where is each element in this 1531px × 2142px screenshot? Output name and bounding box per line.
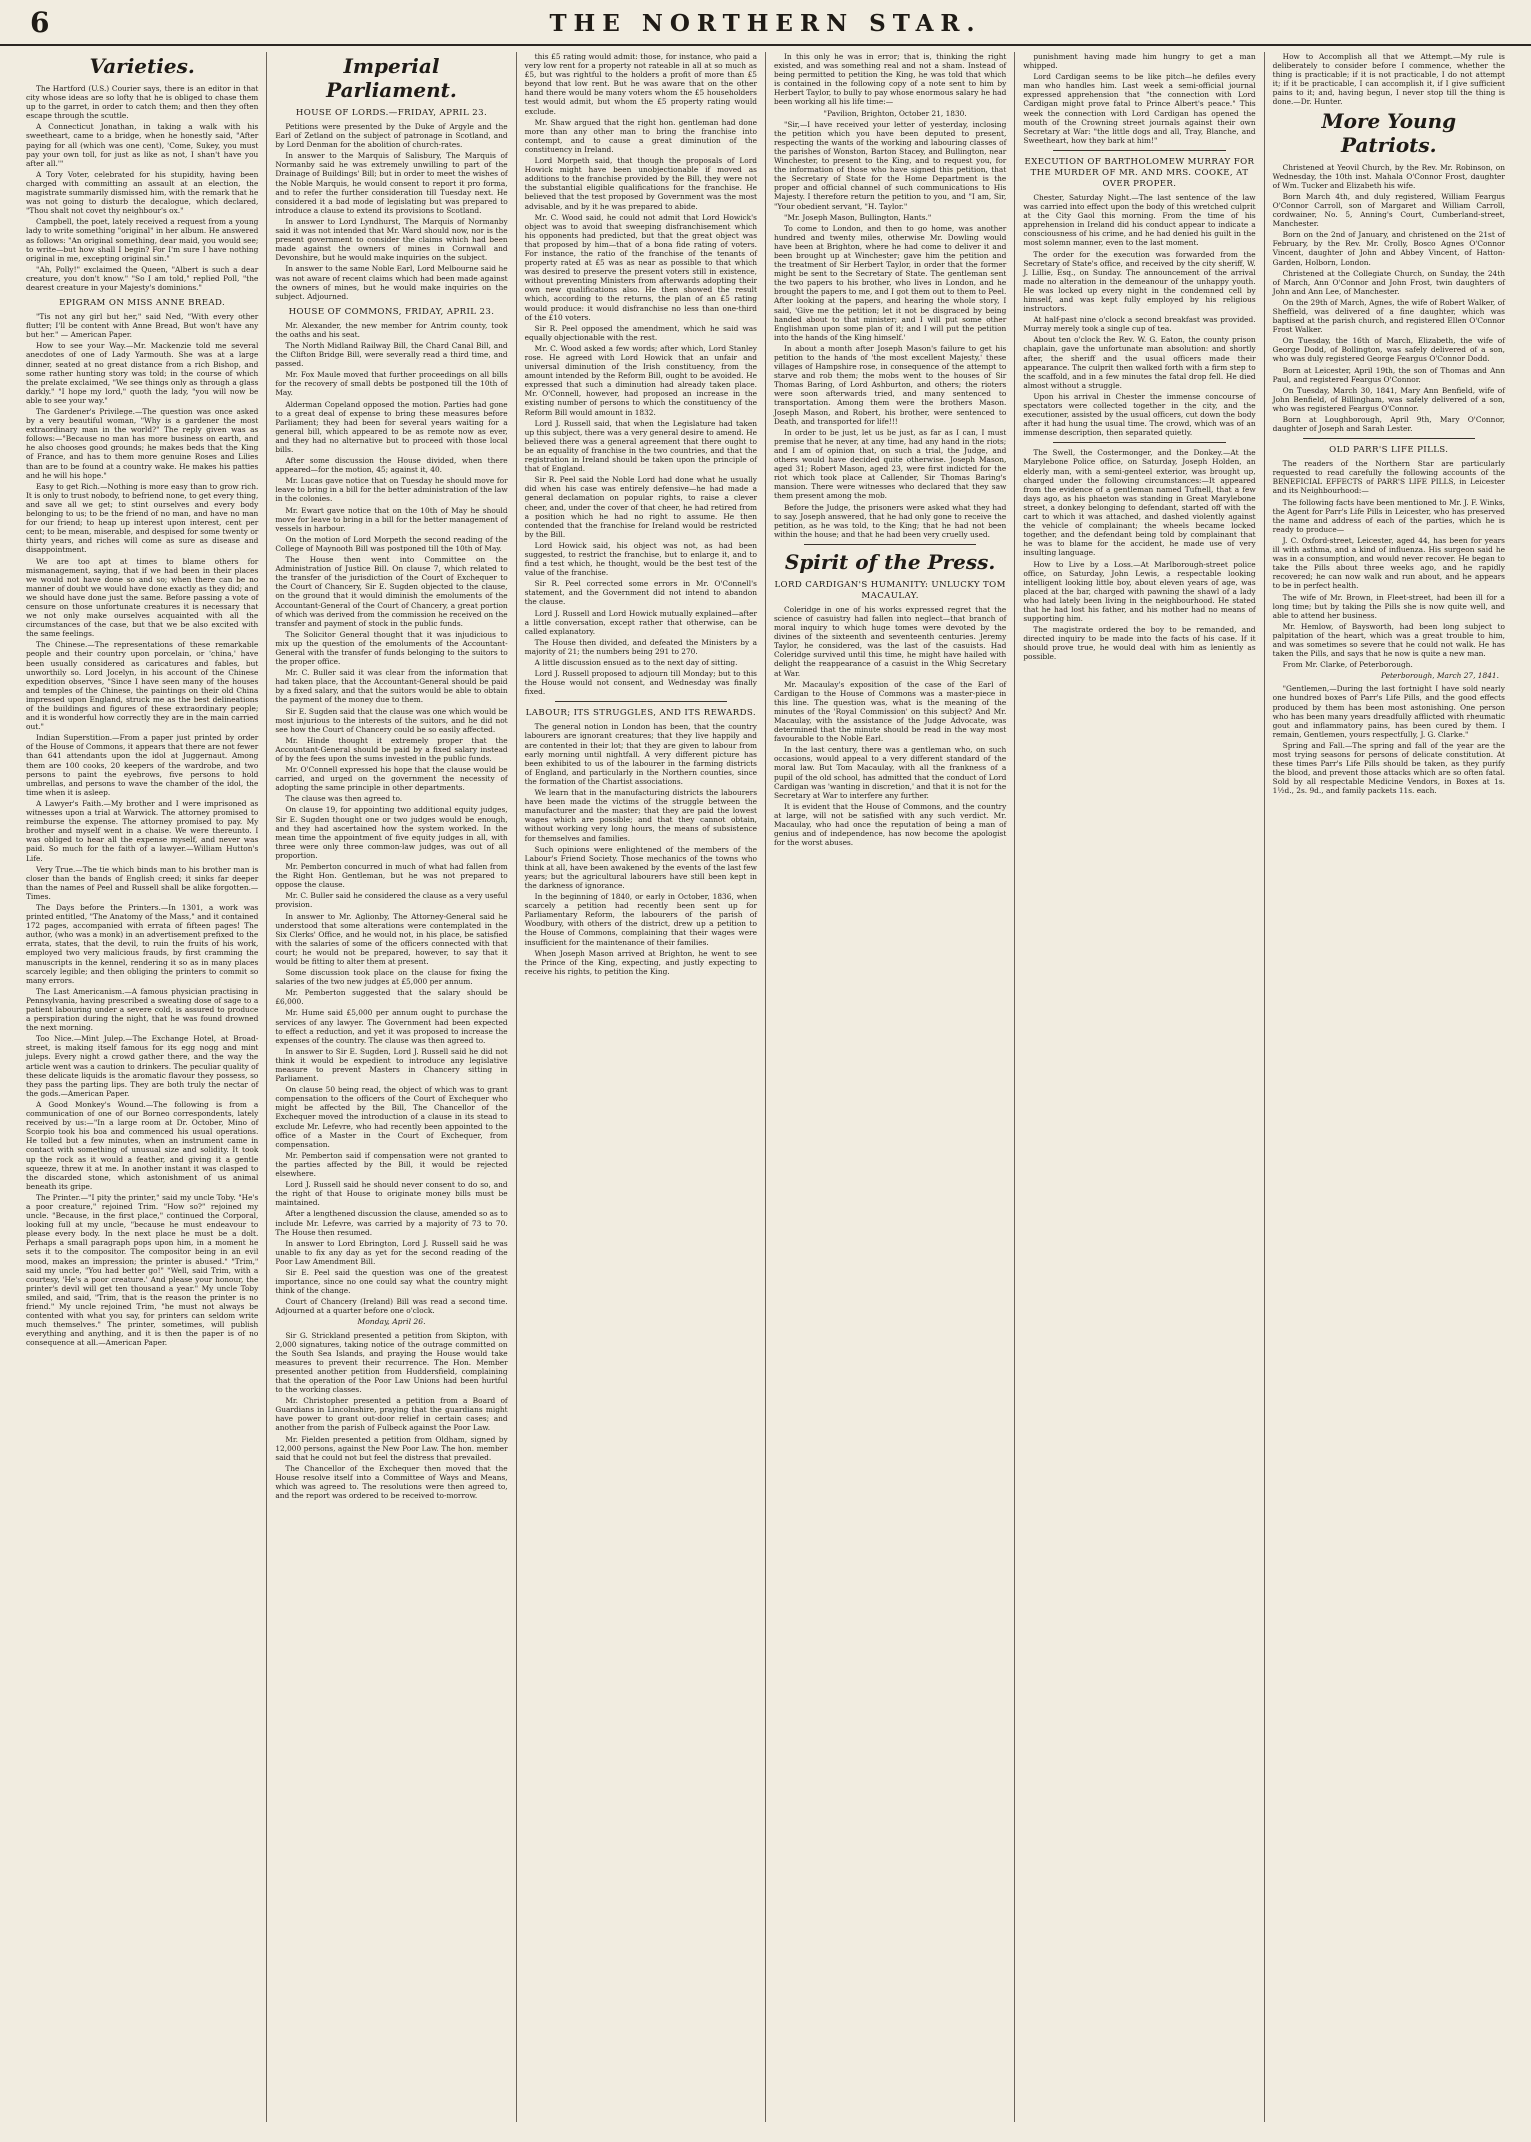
paragraph: On clause 19, for appointing two additional equity judges, Sir E. Sugden thought one or two judges would be enough, and they had ascertained how the system worked. In the mean time the appointment of five equity judges in all, with three were only three common-law judges, was out of all proportion. <box>275 805 508 860</box>
paragraph: In answer to Sir E. Sugden, Lord J. Russell said he did not think it would be expedient to introduce any legislative measure to prevent Masters in Chancery sitting in Parliament. <box>275 1046 508 1084</box>
paragraph: How to see your Way.—Mr. Mackenzie told me several anecdotes of one of Lady Yarmouth. She was at a large dinner, seated at no great distance from a rich Bishop, and some rather hunting story was told; in the course of which the prelate exclaimed, "We see things only as through a glass darkly." "I hope my lord," quoth the lady, "you will now be able to see your way." <box>26 341 259 405</box>
paragraph: Lord J. Russell proposed to adjourn till Monday; but to this the House would not consent, and Wednesday was finally fixed. <box>524 669 757 697</box>
paragraph: The Last Americanism.—A famous physician practising in Pennsylvania, having prescribed a sweating dose of sage to a patient labouring under a severe cold, is assured to produce a perspiration during the night, that he was found drowned the next morning. <box>26 986 259 1033</box>
paragraph: Very True.—The tie which binds man to his brother man is closer than the bands of English creed; it sinks far deeper than the names of Peel and Russell shall be alike forgotten.—Times. <box>26 864 259 901</box>
paragraph: About ten o'clock the Rev. W. G. Eaton, the county prison chaplain, gave the unfortunate man absolution: and shortly after, the sheriff and the usual officers made their appearance. The culprit then walked forth with a firm step to the scaffold, and in a few minutes the fatal drop fell. He died almost without a struggle. <box>1023 335 1256 390</box>
paragraph: A Connecticut Jonathan, in taking a walk with his sweetheart, came to a bridge, when he honestly said, "After paying for all (which was one cent), 'Come, Sukey, you must pay your own toll, for just as like as not, I shan't have you after all.'" <box>26 122 259 168</box>
paragraph: The Solicitor General thought that it was injudicious to mix up the question of the emoluments of the Accountant-General with the transfer of funds belonging to the suitors to the proper office. <box>275 629 508 667</box>
paragraph: Sir R. Peel opposed the amendment, which he said was equally objectionable with the rest. <box>524 323 757 342</box>
paragraph: "Gentlemen,—During the last fortnight I have sold nearly one hundred boxes of Parr's Life Pills, and the good effects produced by them has been most astonishing. One person who has been many years dreadfully afflicted with rheumatic gout and inflammatory pains, has been cured by them. I remain, Gentlemen, yours respectfully, J. G. Clarke." <box>1272 684 1505 739</box>
paragraph: At half-past nine o'clock a second breakfast was provided. Murray merely took a single cup of tea. <box>1023 315 1256 334</box>
paragraph: Mr. Hume said £5,000 per annum ought to purchase the services of any lawyer. The Government had been expected to effect a reduction, and yet it was proposed to increase the expenses of the country. The clause was then agreed to. <box>275 1008 508 1045</box>
article-subhead: Monday, April 26. <box>357 1317 426 1327</box>
paragraph: Lord J. Russell said he should never consent to do so, and the right of that House to originate money bills must be maintained. <box>275 1180 508 1208</box>
column-2 <box>267 52 516 2122</box>
paragraph: Mr. Fielden presented a petition from Oldham, signed by 12,000 persons, against the New Poor Law. The hon. member said that he could not but feel the distress that prevailed. <box>275 1434 508 1462</box>
paragraph: Mr. Fox Maule moved that further proceedings on all bills for the recovery of small debts be postponed till the 10th of May. <box>275 370 508 398</box>
paragraph: Sir E. Sugden said that the clause was one which would be most injurious to the interests of the suitors, and he did not see how the Court of Chancery could be so easily affected. <box>275 706 508 734</box>
paragraph: In order to be just, let us be just, as far as I can, I must premise that he never, at any time, had any hand in the riots; and I am of opinion that, on such a trial, the Judge, and others would have decided quite otherwise. Joseph Mason, aged 31; Robert Mason, aged 23, were first indicted for the riot which took place at Callender, Sir Thomas Baring's mansion. There were witnesses who declared that they saw them present among the mob. <box>773 427 1007 501</box>
divider <box>804 544 976 545</box>
paragraph: "Sir,—I have received your letter of yesterday, inclosing the petition which you have been deputed to present, respecting the wants of the working and labouring classes of the parishes of Wonston, Barton Stacey, and Bullington, near Winchester, to present to the King, and to request you, for the information of those who have signed this petition, that the Secretary of State for the Home Department is the proper and official channel of such communications to His Majesty. I therefore return the petition to you, and "I am, Sir, "Your obedient servant, "H. Taylor." <box>773 119 1007 211</box>
paragraph: Sir R. Peel said the Noble Lord had done what he usually did when his case was entirely defensive—he had made a general declamation on popular rights, to raise a clever cheer, and, under the cover of that cheer, he had retired from a position which he had no right to assume. He then contended that the franchise for Ireland would be restricted by the Bill. <box>524 475 757 539</box>
paragraph: In this only he was in error; that is, thinking the right existed, and was something real and not a sham. Instead of being permitted to petition the King, he was told that which is contained in the following copy of a note sent to him by Herbert Taylor, to bully to pay whose enormous salary he had been working all his life time:— <box>773 52 1007 107</box>
paragraph: Mr. Hinde thought it extremely proper that the Accountant-General should be paid by a fixed salary instead of by the fees upon the sums invested in the public funds. <box>275 735 508 763</box>
paragraph: Christened at the Collegiate Church, on Sunday, the 24th of March, Ann O'Connor and John Frost, twin daughters of John and Ann Lee, of Manchester. <box>1272 268 1505 296</box>
paragraph: Campbell, the poet, lately received a request from a young lady to write something "original" in her album. He answered as follows: "An original something, dear maid, you would see; to write—but how shall I begin? For I'm sure I have nothing original in me, excepting original sin." <box>26 217 259 263</box>
paragraph: The wife of Mr. Brown, in Fleet-street, had been ill for a long time; but by taking the Pills she is now quite well, and able to attend her business. <box>1272 592 1505 620</box>
paragraph: A Tory Voter, celebrated for his stupidity, having been charged with committing an assault at an election, the magistrate summarily dismissed him, with the remark that he was not going to disturb the decalogue, which declared, "Thou shalt not covet thy neighbour's ox." <box>26 169 259 216</box>
paragraph: Before the Judge, the prisoners were asked what they had to say. Joseph answered, that he had only gone to receive the petition, as he was told, to the King; that he had not been within the house; and that he had been very cruelly used. <box>773 502 1007 539</box>
paragraph: Sir R. Peel corrected some errors in Mr. O'Connell's statement, and the Government did not intend to abandon the clause. <box>524 579 757 607</box>
paragraph: A Good Monkey's Wound.—The following is from a communication of one of our Borneo correspondents, lately received by us:—"In a large room at Dr. October, Mino of Scorpio took his boa and commenced his usual operations. He tolled but a few minutes, when an instrument came in contact with something of unusual size and solidity. It took up the rock as it would a feather, and giving it a gentle squeeze, threw it at me. In another instant it was clasped to the discarded stone, which astonishment of us animal beneath its gripe. <box>26 1099 259 1191</box>
paragraph: The following facts have been mentioned to Mr. J. F. Winks, the Agent for Parr's Life Pills in Leicester, who has preserved the name and address of each of the parties, which he is ready to produce— <box>1272 497 1505 534</box>
paragraph: How to Accomplish all that we Attempt.—My rule is deliberately to consider before I commence, whether the thing is practicable; if it is not practicable, I do not attempt it; if it be practicable, I can accomplish it, if I give sufficient pains to it; and, having begun, I never stop till the thing is done.—Dr. Hunter. <box>1272 52 1505 107</box>
paragraph: Born at Leicester, April 19th, the son of Thomas and Ann Paul, and registered Feargus O'Connor. <box>1272 365 1505 384</box>
paragraph: punishment having made him hungry to get a man whipped. <box>1023 52 1256 71</box>
paragraph: We learn that in the manufacturing districts the labourers have been made the victims of the struggle between the manufacturer and the master; that they are paid the lowest wages which are possible; and that they cannot obtain, without working very long hours, the means of subsistence for themselves and families. <box>524 788 757 843</box>
paragraph: Some discussion took place on the clause for fixing the salaries of the two new judges at £5,000 per annum. <box>275 968 508 987</box>
paragraph: Mr. C. Buller said he considered the clause as a very useful provision. <box>275 891 508 910</box>
paragraph: It is evident that the House of Commons, and the country at large, will not be satisfied with any such verdict. Mr. Macaulay, who had once the reputation of being a man of genius and of independence, has now become the apologist for the worst abuses. <box>773 801 1007 848</box>
article-heading: LORD CARDIGAN'S HUMANITY: UNLUCKY TOM MACAULAY. <box>774 579 1006 601</box>
section-title: More Young Patriots. <box>1321 108 1457 157</box>
paragraph: From Mr. Clarke, of Peterborough. <box>1282 660 1413 670</box>
paragraph: On the motion of Lord Morpeth the second reading of the College of Maynooth Bill was postponed till the 10th of May. <box>275 534 508 553</box>
paragraph: Mr. C. Wood said, he could not admit that Lord Howick's object was to avoid that sweeping disfranchisement which his opponents had predicted, but that the great object was that proposed by him—that of a bona fide rating of voters. For instance, the ratio of the franchise of the tenants of property rated at £5 was as near as possible to that which was desired to preserve the present voters still in existence, without preventing Ministers from afterwards adopting their own new qualifications also. He then showed the result which, according to the returns, the plan of an £5 rating would produce: it would disfranchise no less than one-third of the £10 voters. <box>524 212 757 322</box>
paragraph: On Tuesday, the 16th of March, Elizabeth, the wife of George Dodd, of Bollington, was safely delivered of a son, who was duly registered George Feargus O'Connor Dodd. <box>1272 336 1505 364</box>
divider <box>1303 438 1475 439</box>
paragraph: Lord Cardigan seems to be like pitch—he defiles every man who handles him. Last week a semi-official journal expressed apprehension that "the connection with Lord Cardigan might prove fatal to Prince Albert's peace." This week the connection with Lord Cardigan has opened the mouth of the Crowning street journals against their own Secretary at War: "the little dogs and all, Tray, Blanche, and Sweetheart, how they bark at him!" <box>1023 72 1256 145</box>
paragraph: Mr. Christopher presented a petition from a Board of Guardians in Lincolnshire, praying that the guardians might have power to grant out-door relief in certain cases; and another from the parish of Fulbeck against the Poor Law. <box>275 1396 508 1433</box>
column-5 <box>1015 52 1264 2122</box>
paragraph: On the 29th of March, Agnes, the wife of Robert Walker, of Sheffield, was delivered of a fine daughter, which was baptised at the parish church, and registered Ellen O'Connor Frost Walker. <box>1272 297 1505 335</box>
paragraph: Alderman Copeland opposed the motion. Parties had gone to a great deal of expense to bring these measures before Parliament; they had been for several years waiting for a general bill, which appeared to be as remote now as ever, and they had no alternative but to proceed with those local bills. <box>275 399 508 454</box>
page-number: 6 <box>30 6 50 39</box>
paragraph: How to Live by a Loss.—At Marlborough-street police office, on Saturday, John Lewis, a respectable looking intelligent looking little boy, about eleven years of age, was placed at the bar, charged with pawning the shawl of a lady who had lately been living in the neighbourhood. He stated that he had lost his father, and his mother had no means of supporting him. <box>1023 559 1256 624</box>
columns <box>18 52 1513 2122</box>
paragraph: The House then went into Committee on the Administration of Justice Bill. On clause 7, which related to the transfer of the jurisdiction of the Court of Exchequer to the Court of Chancery, Sir E. Sugden objected to the clause, on the ground that it would diminish the emoluments of the Accountant-General of the Court of Chancery, a great portion of which was derived from the commission he received on the transfer and payment of stock in the public funds. <box>275 555 508 628</box>
column-4 <box>766 52 1015 2122</box>
paragraph: Mr. C. Wood asked a few words; after which, Lord Stanley rose. He agreed with Lord Howick that an unfair and universal diminution of the Irish constituency, from the amount intended by the Reform Bill, ought to be avoided. He expressed that such a diminution had already taken place. Mr. O'Connell, however, had proposed an increase in the existing number of persons to which the constituency of the Reform Bill would amount in 1832. <box>524 343 757 417</box>
paragraph: The Chancellor of the Exchequer then moved that the House resolve itself into a Committee of Ways and Means, which was agreed to. The resolutions were then agreed to, and the report was ordered to be received to-morrow. <box>275 1463 508 1501</box>
paragraph: The House then divided, and defeated the Ministers by a majority of 21; the numbers being 291 to 270. <box>524 637 757 656</box>
paragraph: Mr. Lucas gave notice that on Tuesday he should move for leave to bring in a bill for the better administration of the law in the colonies. <box>275 476 508 504</box>
paragraph: In the last century, there was a gentleman who, on such occasions, would appeal to a very different standard of the moral law. But Tom Macaulay, with all the frankness of a pupil of the old school, has admitted that the conduct of Lord Cardigan was 'wanting in discretion,' and that it is not for the Secretary at War to interfere any further. <box>773 745 1007 800</box>
paragraph: In answer to the same Noble Earl, Lord Melbourne said he was not aware of recent claims which had been made against the owners of mines, but he would make inquiries on the subject. Adjourned. <box>275 264 508 301</box>
section-title: Imperial Parliament. <box>326 54 457 102</box>
paragraph: Chester, Saturday Night.—The last sentence of the law was carried into effect upon the body of this wretched culprit at the City Gaol this morning. From the time of his apprehension in Ireland did his conduct appear to indicate a consciousness of his crime, and he had denied his guilt in the most solemn manner, even to the last moment. <box>1023 192 1256 248</box>
paragraph: The Gardener's Privilege.—The question was once asked by a very beautiful woman, "Why is a gardener the most extraordinary man in the world?" The reply given was as follows:—"Because no man has more business on earth, and he also chooses good grounds; he makes beds that the King of France, and has to them more genuine Roses and Lilies than are to be found at a country wake. He makes his patties and he will his hope." <box>26 407 259 480</box>
article-heading: LABOUR; ITS STRUGGLES, AND ITS REWARDS. <box>525 708 756 719</box>
paragraph: J. C. Oxford-street, Leicester, aged 44, has been for years ill with asthma, and a kind of influenza. His surgeon said he was in a consumption, and would never recover. He began to take the Pills about three weeks ago, and he rapidly recovered; he can now walk and run about, and he appears to be in perfect health. <box>1272 535 1505 591</box>
paragraph: The Printer.—"I pity the printer," said my uncle Toby. "He's a poor creature," rejoined Trim. "How so?" rejoined my uncle. "Because, in the first place," continued the Corporal, looking full at my uncle, "because he must endeavour to please every body. In the next place he must be a dolt. Perhaps a small paragraph pops upon him, in a moment he sets it to the compositor. The compositor being in an evil mood, makes an impression; the printer is abused." "Trim," said my uncle, "You had better go!" "Well, said Trim, with a courtesy, 'He's a poor creature.' And please your honour, the printer's devil will get ten thousand a year." My uncle Toby smiled, and said, "Trim, that is the reason the printer is no friend." My uncle rejoined Trim, "he must not always be contented with what you say, for printers can seldom write much themselves." The printer, sometimes, will publish everything and anything, and it is then the paper is of no consequence at all.—American Paper. <box>26 1192 259 1348</box>
paragraph: Upon his arrival in Chester the immense concourse of spectators were collected together in the city, and the executioner, assisted by the usual officers, cut down the body after it had hung the usual time. The crowd, which was of an immense description, then separated quietly. <box>1023 391 1256 438</box>
divider <box>1053 150 1225 151</box>
paragraph: Born at Loughborough, April 9th, Mary O'Connor, daughter of Joseph and Sarah Lester. <box>1272 415 1505 434</box>
paragraph: After some discussion the House divided, when there appeared—for the motion, 45; against it, 40. <box>275 456 508 475</box>
paragraph: Born on the 2nd of January, and christened on the 21st of February, by the Rev. Mr. Crolly, Bosco Agnes O'Connor Vincent, daughter of John and Abbey Vincent, of Hatton-Garden, Holborn, London. <box>1272 230 1505 267</box>
divider <box>555 701 727 702</box>
paragraph: The Chinese.—The representations of these remarkable people and their country upon porcelain, or 'china,' have been usually considered as caricatures and fables, but unworthily so. Lord Jocelyn, in his account of the Chinese expedition observes, "Since I have seen many of the houses and temples of the Chinese, the paintings on their old China impressed upon England, struck me as the best delineations of the buildings and figures of these extraordinary people; and it is wonderful how correctly they are in the main carried out." <box>26 640 259 732</box>
column-3 <box>517 52 766 2122</box>
paragraph: When Joseph Mason arrived at Brighton, he went to see the Prince of the King, expecting, and justly expecting to receive his rights, to petition the King. <box>524 948 757 976</box>
paragraph: this £5 rating would admit: those, for instance, who paid a very low rent for a property not rateable in all at so much as £5, but was rightful to the holders a profit of more than £5 beyond that low rent. But he was aware that on the other hand there would be many voters whom the £5 householders test would admit, but whom the £5 property rating would exclude. <box>524 52 757 116</box>
signature: Peterborough, March 27, 1841. <box>1380 671 1499 681</box>
paragraph: Mr. O'Connell expressed his hope that the clause would be carried, and urged on the government the necessity of adopting the same principle in other departments. <box>275 765 508 793</box>
paragraph: The magistrate ordered the boy to be remanded, and directed inquiry to be made into the facts of his case. If it should prove true, he would deal with him as leniently as possible. <box>1023 625 1256 662</box>
paragraph: Mr. Macaulay's exposition of the case of the Earl of Cardigan to the House of Commons was a master-piece in this line. The question was, what is the meaning of the minutes of the 'Royal Commission' on this subject? And Mr. Macaulay, with the assistance of the Judge Advocate, was determined that the minute should be read in the way most favourable to the Noble Earl. <box>773 679 1007 744</box>
paragraph: Mr. Shaw argued that the right hon. gentleman had done more than any other man to bring the franchise into contempt, and to cause a great diminution of the constituency in Ireland. <box>524 117 757 154</box>
paragraph: A little discussion ensued as to the next day of sitting. <box>534 658 738 667</box>
newspaper-title: THE NORTHERN STAR. <box>549 10 982 37</box>
paragraph: Mr. Pemberton concurred in much of what had fallen from the Right Hon. Gentleman, but he was not prepared to oppose the clause. <box>275 862 508 890</box>
paragraph: In answer to Mr. Aglionby, The Attorney-General said he understood that some alterations were contemplated in the Six Clerks' Office, and he would not, in his place, be satisfied with the salaries of some of the officers connected with that court; he would not be prepared, however, to say that it would be fitting to alter them at present. <box>275 911 508 966</box>
paragraph: Mr. Hemlow, of Baysworth, had been long subject to palpitation of the heart, which was a great trouble to him, and was sometimes so severe that he could not walk. He has taken the Pills, and says that he now is quite a new man. <box>1272 621 1505 659</box>
paragraph: Lord Howick said, his object was not, as had been suggested, to restrict the franchise, but to enlarge it, and to find a test which, he thought, would be the best test of the value of the franchise. <box>524 540 757 578</box>
paragraph: Lord J. Russell and Lord Howick mutually explained—after a little conversation, except rather that otherwise, can be called explanatory. <box>524 608 757 636</box>
article-heading: HOUSE OF COMMONS, FRIDAY, APRIL 23. <box>288 306 495 317</box>
paragraph: In answer to Lord Ebrington, Lord J. Russell said he was unable to fix any day as yet for the second reading of the Poor Law Amendment Bill. <box>275 1238 508 1266</box>
paragraph: Indian Superstition.—From a paper just printed by order of the House of Commons, it appears that there are not fewer than 641 attendants upon the idol at Juggernaut. Among them are 100 cooks, 20 keepers of the wardrobe, and two persons to paint the eyebrows, five persons to hold umbrellas, and persons to wave the chamber of the idol, the time when it is asleep. <box>26 733 259 797</box>
paragraph: "Ah, Polly!" exclaimed the Queen, "Albert is such a dear creature, you don't know." "So I am told," replied Poll, "the dearest creature in your Majesty's dominions." <box>26 264 259 292</box>
paragraph: Lord Morpeth said, that though the proposals of Lord Howick might have been unobjectionable if moved as additions to the franchise provided by the Bill, they were not the substantial eligible qualifications for the franchise. He believed that the test proposed by Government was the most advisable, and by it he was prepared to abide. <box>524 156 757 211</box>
paragraph: Mr. Ewart gave notice that on the 10th of May he should move for leave to bring in a bill for the better management of vessels in harbour. <box>275 505 508 533</box>
paragraph: Mr. Alexander, the new member for Antrim county, took the oaths and his seat. <box>275 320 508 339</box>
paragraph: Coleridge in one of his works expressed regret that the science of casuistry had fallen into neglect—that branch of moral inquiry to which huge tomes were devoted by the divines of the sixteenth and seventeenth centuries. Jeremy Taylor, he considered, was the last of the casuists. Had Coleridge survived until this time, he might have hailed with delight the reappearance of a casuist in the Whig Secretary at War. <box>773 604 1007 678</box>
paragraph: Court of Chancery (Ireland) Bill was read a second time. Adjourned at a quarter before one o'clock. <box>275 1297 508 1316</box>
paragraph: In the beginning of 1840, or early in October, 1836, when scarcely a petition had recently been sent up for Parliamentary Reform, the labourers of the parish of Woodbury, with others of the district, drew up a petition to the House of Commons, complaining that their wages were insufficient for the maintenance of their families. <box>524 892 757 947</box>
paragraph: To come to London, and then to go home, was another hundred and twenty miles, otherwise Mr. Dowling would have been at Brighton, where he had come to deliver it and been brought up at Winchester; gave him the petition and the treatment of Sir Herbert Taylor, in order that the former might be sent to the Secretary of State. The gentleman sent the two papers to his brother, who lives in London, and he brought the papers to me, and I got them out to them to Peel. After looking at the papers, and hearing the whole story, I said, 'Give me the petition; let it not be disgraced by being handed about to that minister; and I will put some other Englishman upon some plan of it; and I will put the petition into the hands of the King himself.' <box>773 223 1007 342</box>
paragraph: The North Midland Railway Bill, the Chard Canal Bill, and the Clifton Bridge Bill, were severally read a third time, and passed. <box>275 340 508 369</box>
column-1 <box>18 52 267 2122</box>
paragraph: In about a month after Joseph Mason's failure to get his petition to the hands of 'the most excellent Majesty,' these villages of Hampshire rose, in consequence of the attempt to starve and rob them; the mobs went to the houses of Sir Thomas Baring, of Lord Ashburton, and others; the rioters were soon afterwards tried, and many sentenced to transportation. Among them were the brothers Mason. Joseph Mason, and Robert, his brother, were sentenced to Death, and transported for life!!! <box>773 343 1007 426</box>
section-title: Spirit of the Press. <box>784 549 996 574</box>
paragraph: Petitions were presented by the Duke of Argyle and the Earl of Zetland on the subject of patronage in Scotland, and by Lord Denman for the abolition of church-rates. <box>275 122 508 150</box>
column-6 <box>1265 52 1513 2122</box>
masthead <box>0 0 1531 46</box>
article-heading: OLD PARR'S LIFE PILLS. <box>1329 445 1449 456</box>
article-heading: HOUSE OF LORDS.—FRIDAY, APRIL 23. <box>295 108 488 118</box>
paragraph: After a lengthened discussion the clause, amended so as to include Mr. Lefevre, was carried by a majority of 73 to 70. The House then resumed. <box>275 1209 508 1237</box>
paragraph: "Tis not any girl but her," said Ned, "With every other flutter; I'll be content with Anne Bread, But won't have any but her." — American Paper. <box>26 312 259 340</box>
paragraph: Easy to get Rich.—Nothing is more easy than to grow rich. It is only to trust nobody, to befriend none, to get every thing, and save all we get; to stint ourselves and every body belonging to us; to be the friend of no man, and have no man for our friend; to heap up interest upon interest, cent per cent; to be mean, miserable, and despised for some twenty or thirty years, and riches will come as sure as disease and disappointment. <box>26 481 259 555</box>
paragraph: The Hartford (U.S.) Courier says, there is an editor in that city whose ideas are so lofty that he is obliged to chase them up to the garret, in order to catch them; and then they often escape through the scuttle. <box>26 84 259 121</box>
paragraph: "Pavilion, Brighton, October 21, 1830. <box>823 108 967 118</box>
paragraph: We are too apt at times to blame others for mismanagement, saying, that if we had been in their places we would not have done so and so; when there can be no manner of doubt we would have done exactly as they did; and we should have done just the same. Before passing a vote of censure on those unfortunate creatures it is necessary that we not only make ourselves acquainted with all the circumstances of the case, but that we be also excited with the same feelings. <box>26 556 259 639</box>
paragraph: Too Nice.—Mint Julep.—The Exchange Hotel, at Broad-street, is making itself famous for its egg nogg and mint juleps. Every night a crowd gather there, and the way the article went was a caution to drinkers. The peculiar quality of these delicate liquids is the aromatic flavour they possess, so they pass the parting lips. They are both truly the nectar of the gods.—American Paper. <box>26 1034 259 1098</box>
paragraph: In answer to the Marquis of Salisbury, The Marquis of Normanby said he was extremely unwilling to part of the Drainage of Buildings' Bill; but in order to meet the wishes of the Noble Marquis, he would consent to report it pro forma, and to refer the further consideration till Tuesday next. He considered it a bad mode of legislating but was prepared to introduce a clause to extend its provisions to Scotland. <box>275 151 508 215</box>
paragraph: Lord J. Russell said, that when the Legislature had taken up this subject, there was a very general desire to amend. He believed there was a general agreement that there ought to be an equality of franchise in the two countries, and that the registration in Ireland should be taken upon the principle of that of England. <box>524 418 757 474</box>
paragraph: Born March 4th, and duly registered, William Feargus O'Connor Carroll, son of Margaret and William Carroll, cordwainer, No. 5, Anning's Court, Cumberland-street, Manchester. <box>1272 191 1505 229</box>
paragraph: Spring and Fall.—The spring and fall of the year are the most trying seasons for persons of delicate constitution. At these times Parr's Life Pills should be taken, as they purify the blood, and prevent those attacks which are so often fatal. Sold by all respectable Medicine Vendors, in Boxes at 1s. 1½d., 2s. 9d., and family packets 11s. each. <box>1272 740 1505 796</box>
paragraph: "Mr. Joseph Mason, Bullington, Hants." <box>783 212 932 222</box>
paragraph: Sir G. Strickland presented a petition from Skipton, with 2,000 signatures, taking notice of the outrage committed on the South Sea Islands, and praying the House would take measures to prevent their recurrence. The Hon. Member presented another petition from Huddersfield, complaining that the operation of the Poor Law Unions had been hurtful to the working classes. <box>275 1330 508 1395</box>
article-heading: EXECUTION OF BARTHOLOMEW MURRAY FOR THE MURDER OF MR. AND MRS. COOKE, AT OVER PROPER. <box>1024 156 1255 189</box>
paragraph: On Tuesday, March 30, 1841, Mary Ann Benfield, wife of John Benfield, of Billingham, was safely delivered of a son, who was registered Feargus O'Connor. <box>1272 385 1505 413</box>
paragraph: The readers of the Northern Star are particularly requested to read carefully the following accounts of the BENEFICIAL EFFECTS of PARR'S LIFE PILLS, in Leicester and its Neighbourhood:— <box>1272 459 1505 496</box>
section-title: Varieties. <box>89 54 195 78</box>
paragraph: The Swell, the Costermonger, and the Donkey.—At the Marylebone Police office, on Saturday, Joseph Holden, an elderly man, with a semi-genteel exterior, was brought up, charged under the following circumstances:—It appeared from the evidence of a gentleman named Tufnell, that a few days ago, as his phaeton was standing in Great Marylebone street, a donkey belonging to defendant, started off with the cart to which it was attached, and dashed violently against the vehicle of complainant; the wheels became locked together, and the defendant being told by complainant that he was to blame for the accident, he made use of very insulting language. <box>1023 448 1256 558</box>
article-heading: EPIGRAM ON MISS ANNE BREAD. <box>59 298 226 309</box>
paragraph: The Days before the Printers.—In 1301, a work was printed entitled, "The Anatomy of the Mass," and it contained 172 pages, accompanied with errata of fifteen pages! The author, (who was a monk) in an advertisement prefixed to the errata, states, that the devil, to ruin the fruits of his work, employed two very malicious frauds, by first cramming the manuscripts in the kennel, rendering it so as in many places scarcely legible; and then obliging the printers to commit so many errors. <box>26 902 259 985</box>
paragraph: Mr. C. Buller said it was clear from the information that had taken place, that the Accountant-General should be paid by a fixed salary, and that the suitors would be able to obtain the payment of the money due to them. <box>275 668 508 705</box>
paragraph: The general notion in London has been, that the country labourers are ignorant creatures; that they live happily and are contented in their lot; that they are given to labour from early morning until nightfall. A very different picture has been exhibited to us of the labourer in the farming districts of England, and particularly in the Northern counties, since the formation of the Chartist associations. <box>524 722 757 786</box>
paragraph: The order for the execution was forwarded from the Secretary of State's office, and received by the city sheriff, W. J. Lillie, Esq., on Sunday. The announcement of the arrival made no alteration in the demeanour of the unhappy youth. He was locked up every night in the condemned cell by himself, and was kept fully employed by his religious instructors. <box>1023 249 1256 314</box>
paragraph: On clause 50 being read, the object of which was to grant compensation to the officers of the Court of Exchequer who might be affected by the Bill, The Chancellor of the Exchequer moved the introduction of a clause in its stead to exclude Mr. Lefevre, who had recently been appointed to the office of a Master in the Court of Exchequer, from compensation. <box>275 1085 508 1149</box>
paragraph: In answer to Lord Lyndhurst, The Marquis of Normanby said it was not intended that Mr. Ward should now, nor is the present government to consider the claims which had been made against the owners of mines in Cornwall and Devonshire, but he would make inquiries on the subject. <box>275 216 508 263</box>
divider <box>1053 442 1225 443</box>
paragraph: The clause was then agreed to. <box>285 794 403 804</box>
paragraph: Mr. Pemberton said if compensation were not granted to the parties affected by the Bill, it would be rejected elsewhere. <box>275 1150 508 1179</box>
paragraph: Sir E. Peel said the question was one of the greatest importance, since no one could say what the country might think of the change. <box>275 1267 508 1296</box>
paragraph: Mr. Pemberton suggested that the salary should be £6,000. <box>275 988 508 1007</box>
paragraph: Such opinions were enlightened of the members of the Labour's Friend Society. Those mechanics of the towns who think at all, have been awakened by the events of the last few years; but the agricultural labourers have still been kept in the darkness of ignorance. <box>524 844 757 890</box>
paragraph: A Lawyer's Faith.—My brother and I were imprisoned as witnesses upon a trial at Warwick. The attorney promised to reimburse the expense. The attorney promised to pay. My brother and myself went in a chaise. We were thereunto. I was obliged to hear all the expense myself, and never was paid. So much for the faith of a lawyer.—William Hutton's Life. <box>26 798 259 863</box>
paragraph: Christened at Yeovil Church, by the Rev. Mr. Robinson, on Wednesday, the 10th inst. Mahala O'Connor Frost, daughter of Wm. Tucker and Elizabeth his wife. <box>1272 162 1505 190</box>
